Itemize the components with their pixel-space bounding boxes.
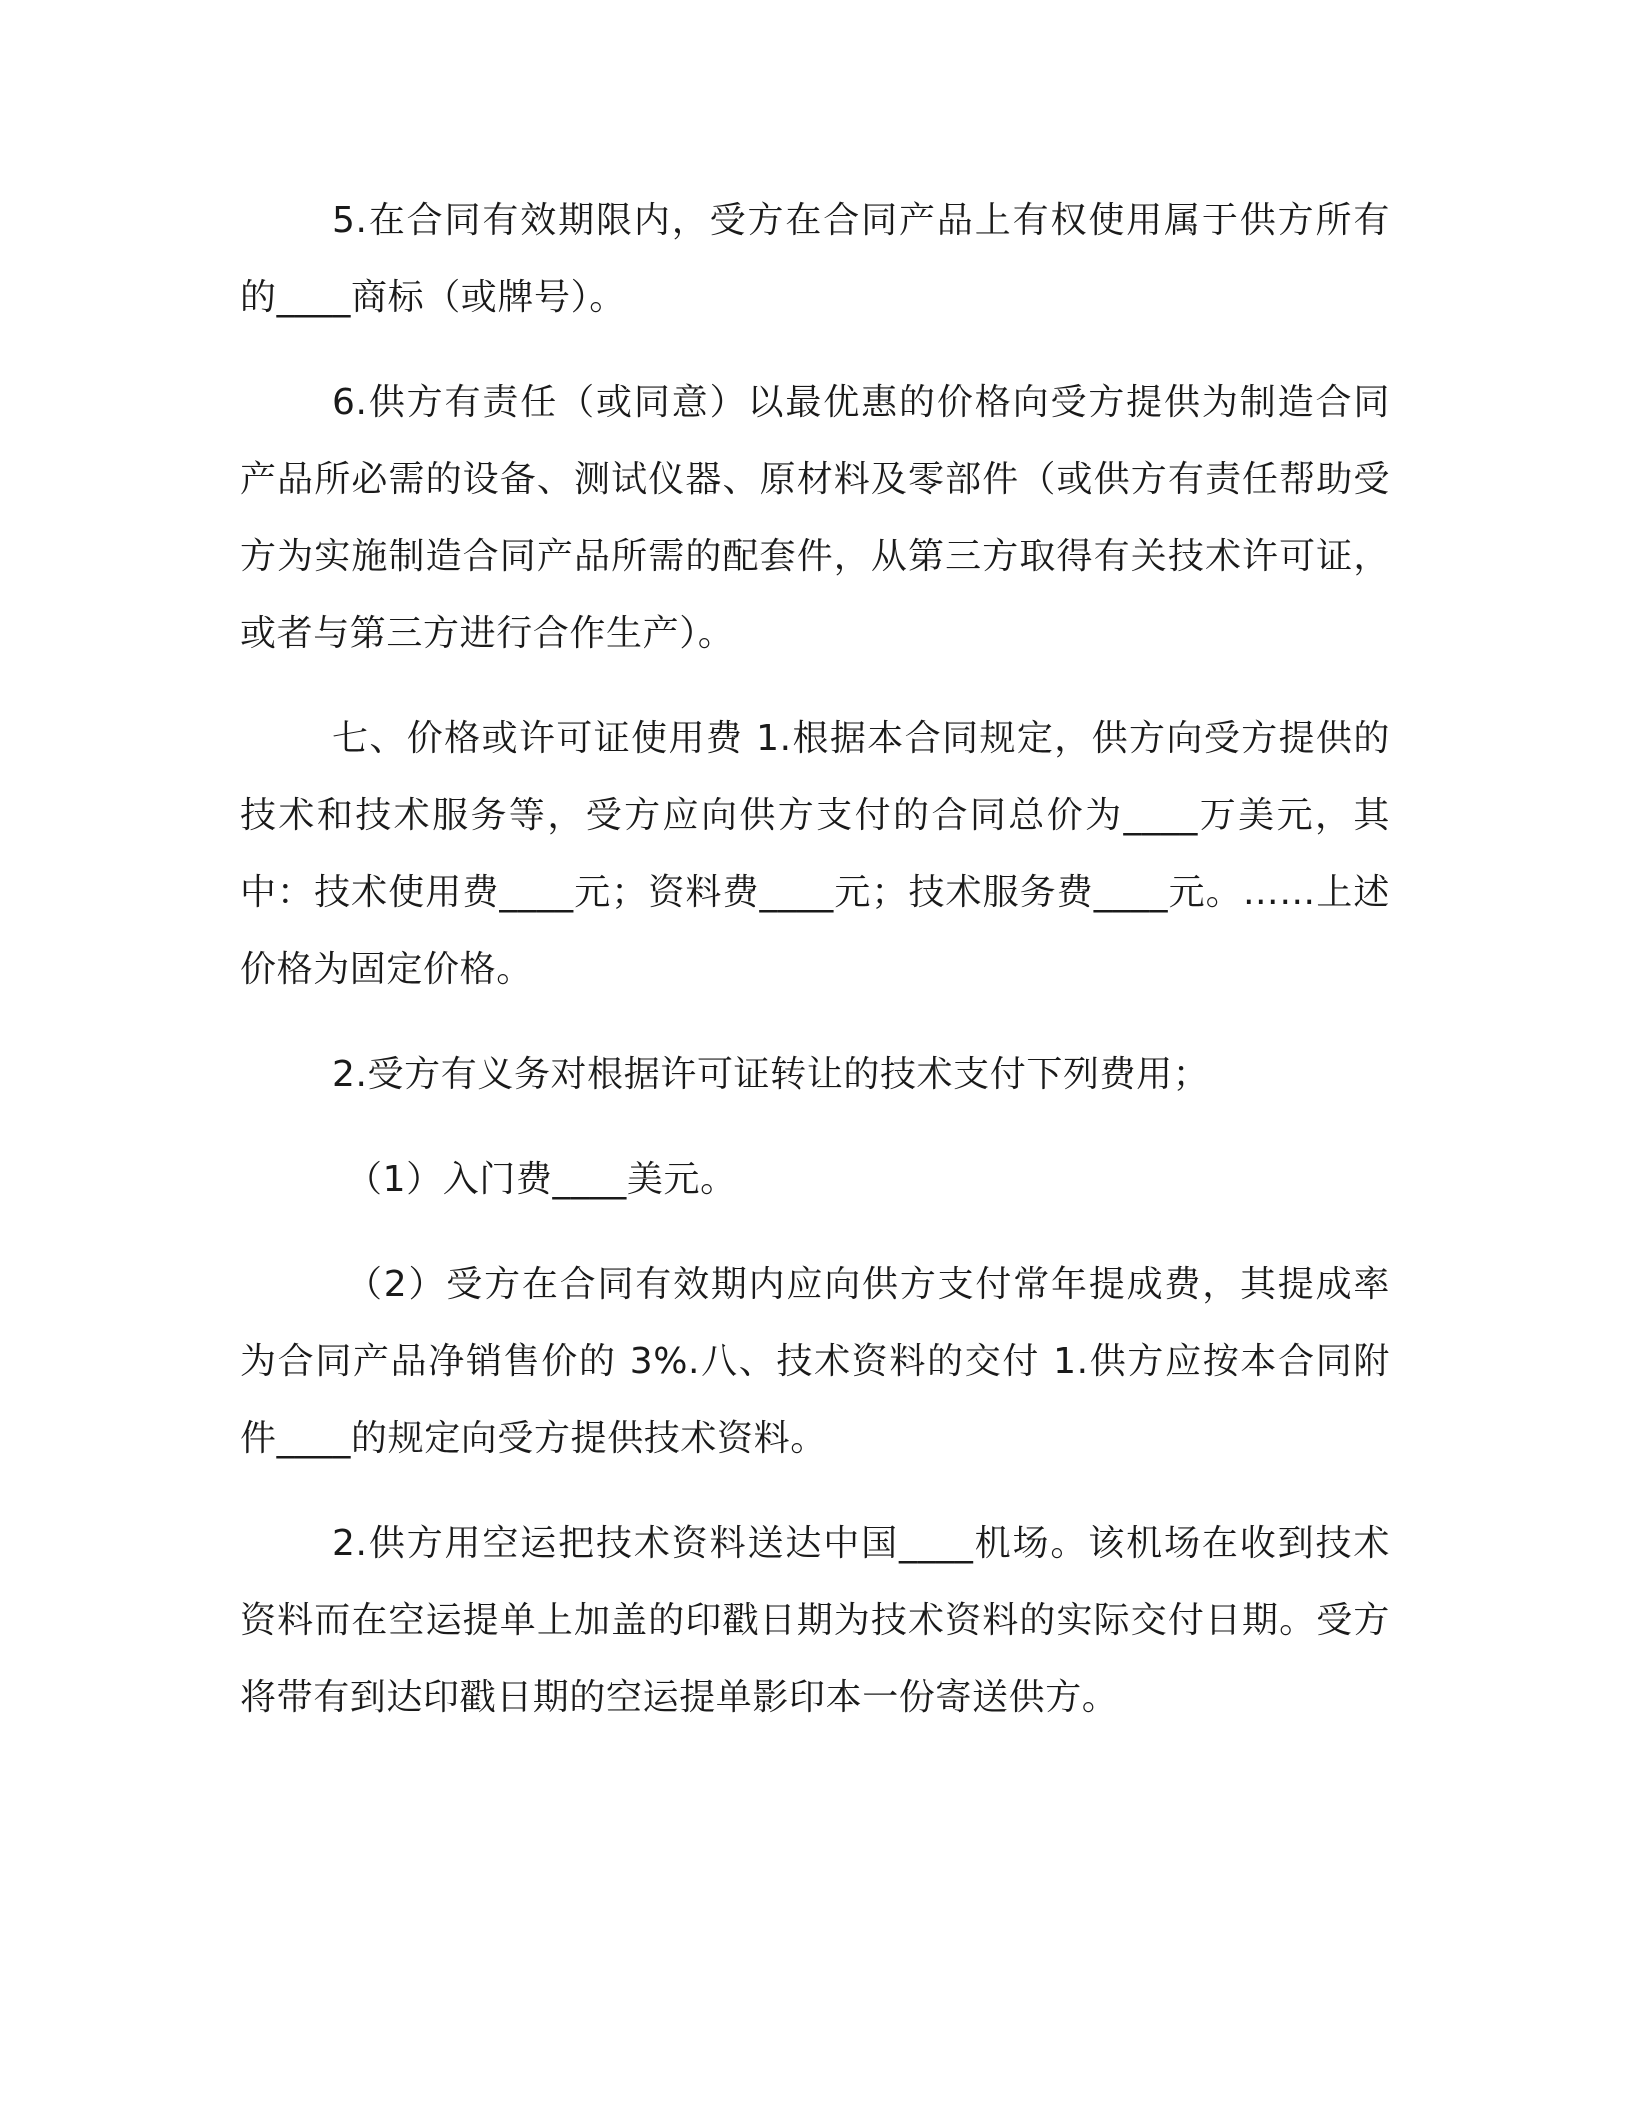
- clause-5-trademark: 5.在合同有效期限内，受方在合同产品上有权使用属于供方所有的____商标（或牌号）。: [240, 200, 1390, 318]
- section-8-clause-2-air-delivery: 2.供方用空运把技术资料送达中国____机场。该机场在收到技术资料而在空运提单上加盖的印戳日期为技术资料的实际交付日期。受方将带有到达印戳日期的空运提单影印本一份寄送供方。: [240, 1523, 1390, 1718]
- section-7-price-clause-1: 七、价格或许可证使用费 1.根据本合同规定，供方向受方提供的技术和技术服务等，受方应向供方支付的合同总价为____万美元，其中：技术使用费____元；资料费____元；技术服务费____元。……上述价格为固定价格。: [240, 718, 1390, 990]
- document-body: [240, 182, 1390, 1764]
- clause-6-equipment-supply: 6.供方有责任（或同意）以最优惠的价格向受方提供为制造合同产品所必需的设备、测试仪器、原材料及零部件（或供方有责任帮助受方为实施制造合同产品所需的配套件，从第三方取得有关技术许可证，或者与第三方进行合作生产）。: [240, 382, 1390, 654]
- section-7-clause-2-fees: 2.受方有义务对根据许可证转让的技术支付下列费用；: [332, 1054, 1210, 1095]
- fee-item-1-entry-fee: （1）入门费____美元。: [346, 1159, 737, 1200]
- fee-item-2-royalty-and-section-8: （2）受方在合同有效期内应向供方支付常年提成费，其提成率为合同产品净销售价的 3%.八、技术资料的交付 1.供方应按本合同附件____的规定向受方提供技术资料。: [240, 1264, 1390, 1459]
